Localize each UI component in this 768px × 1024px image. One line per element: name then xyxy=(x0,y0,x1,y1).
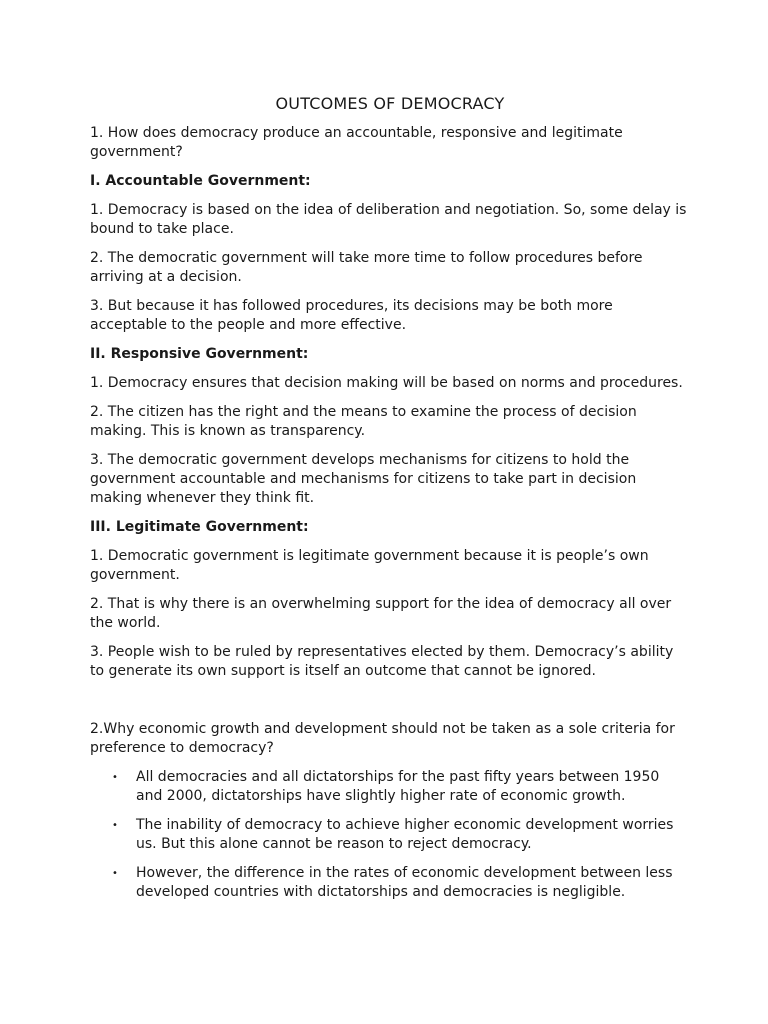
legitimate-point-2: 2. That is why there is an overwhelming support for the idea of democracy all over the world. xyxy=(90,596,672,631)
bullet-icon: • xyxy=(112,868,118,879)
bullet-icon: • xyxy=(112,820,118,831)
list-item xyxy=(90,816,690,854)
responsive-point-3: 3. The democratic government develops mechanisms for citizens to hold the government accountable and mechanisms for citizens to take part in decision making whenever they think fit. xyxy=(90,452,637,506)
legitimate-point-3: 3. People wish to be ruled by representatives elected by them. Democracy’s ability to generate its own support is itself an outcome that cannot be ignored. xyxy=(90,644,674,679)
list-item xyxy=(90,864,690,902)
responsive-point-1: 1. Democracy ensures that decision making will be based on norms and procedures. xyxy=(90,375,683,391)
accountable-point-2: 2. The democratic government will take more time to follow procedures before arriving at a decision. xyxy=(90,250,643,285)
document-page xyxy=(90,94,690,912)
accountable-point-1: 1. Democracy is based on the idea of deliberation and negotiation. So, some delay is bound to take place. xyxy=(90,202,687,237)
question-1: 1. How does democracy produce an accountable, responsive and legitimate government? xyxy=(90,125,623,160)
list-item xyxy=(90,768,690,806)
document-title: OUTCOMES OF DEMOCRACY xyxy=(275,94,505,113)
bullet-text: All democracies and all dictatorships for the past fifty years between 1950 and 2000, dictatorships have slightly higher rate of economic growth. xyxy=(136,769,660,804)
question-2: 2.Why economic growth and development should not be taken as a sole criteria for preference to democracy? xyxy=(90,721,675,756)
bullet-text: The inability of democracy to achieve higher economic development worries us. But this alone cannot be reason to reject democracy. xyxy=(136,817,674,852)
section-heading-responsive: II. Responsive Government: xyxy=(90,346,309,362)
section-heading-legitimate: III. Legitimate Government: xyxy=(90,519,309,535)
bullet-text: However, the difference in the rates of economic development between less developed countries with dictatorships and democracies is negligible. xyxy=(136,865,673,900)
bullet-icon: • xyxy=(112,772,118,783)
accountable-point-3: 3. But because it has followed procedures, its decisions may be both more acceptable to the people and more effective. xyxy=(90,298,613,333)
section-spacer xyxy=(90,691,690,720)
section-heading-accountable: I. Accountable Government: xyxy=(90,173,311,189)
legitimate-point-1: 1. Democratic government is legitimate government because it is people’s own government. xyxy=(90,548,649,583)
responsive-point-2: 2. The citizen has the right and the means to examine the process of decision making. This is known as transparency. xyxy=(90,404,637,439)
bullet-list xyxy=(90,768,690,902)
